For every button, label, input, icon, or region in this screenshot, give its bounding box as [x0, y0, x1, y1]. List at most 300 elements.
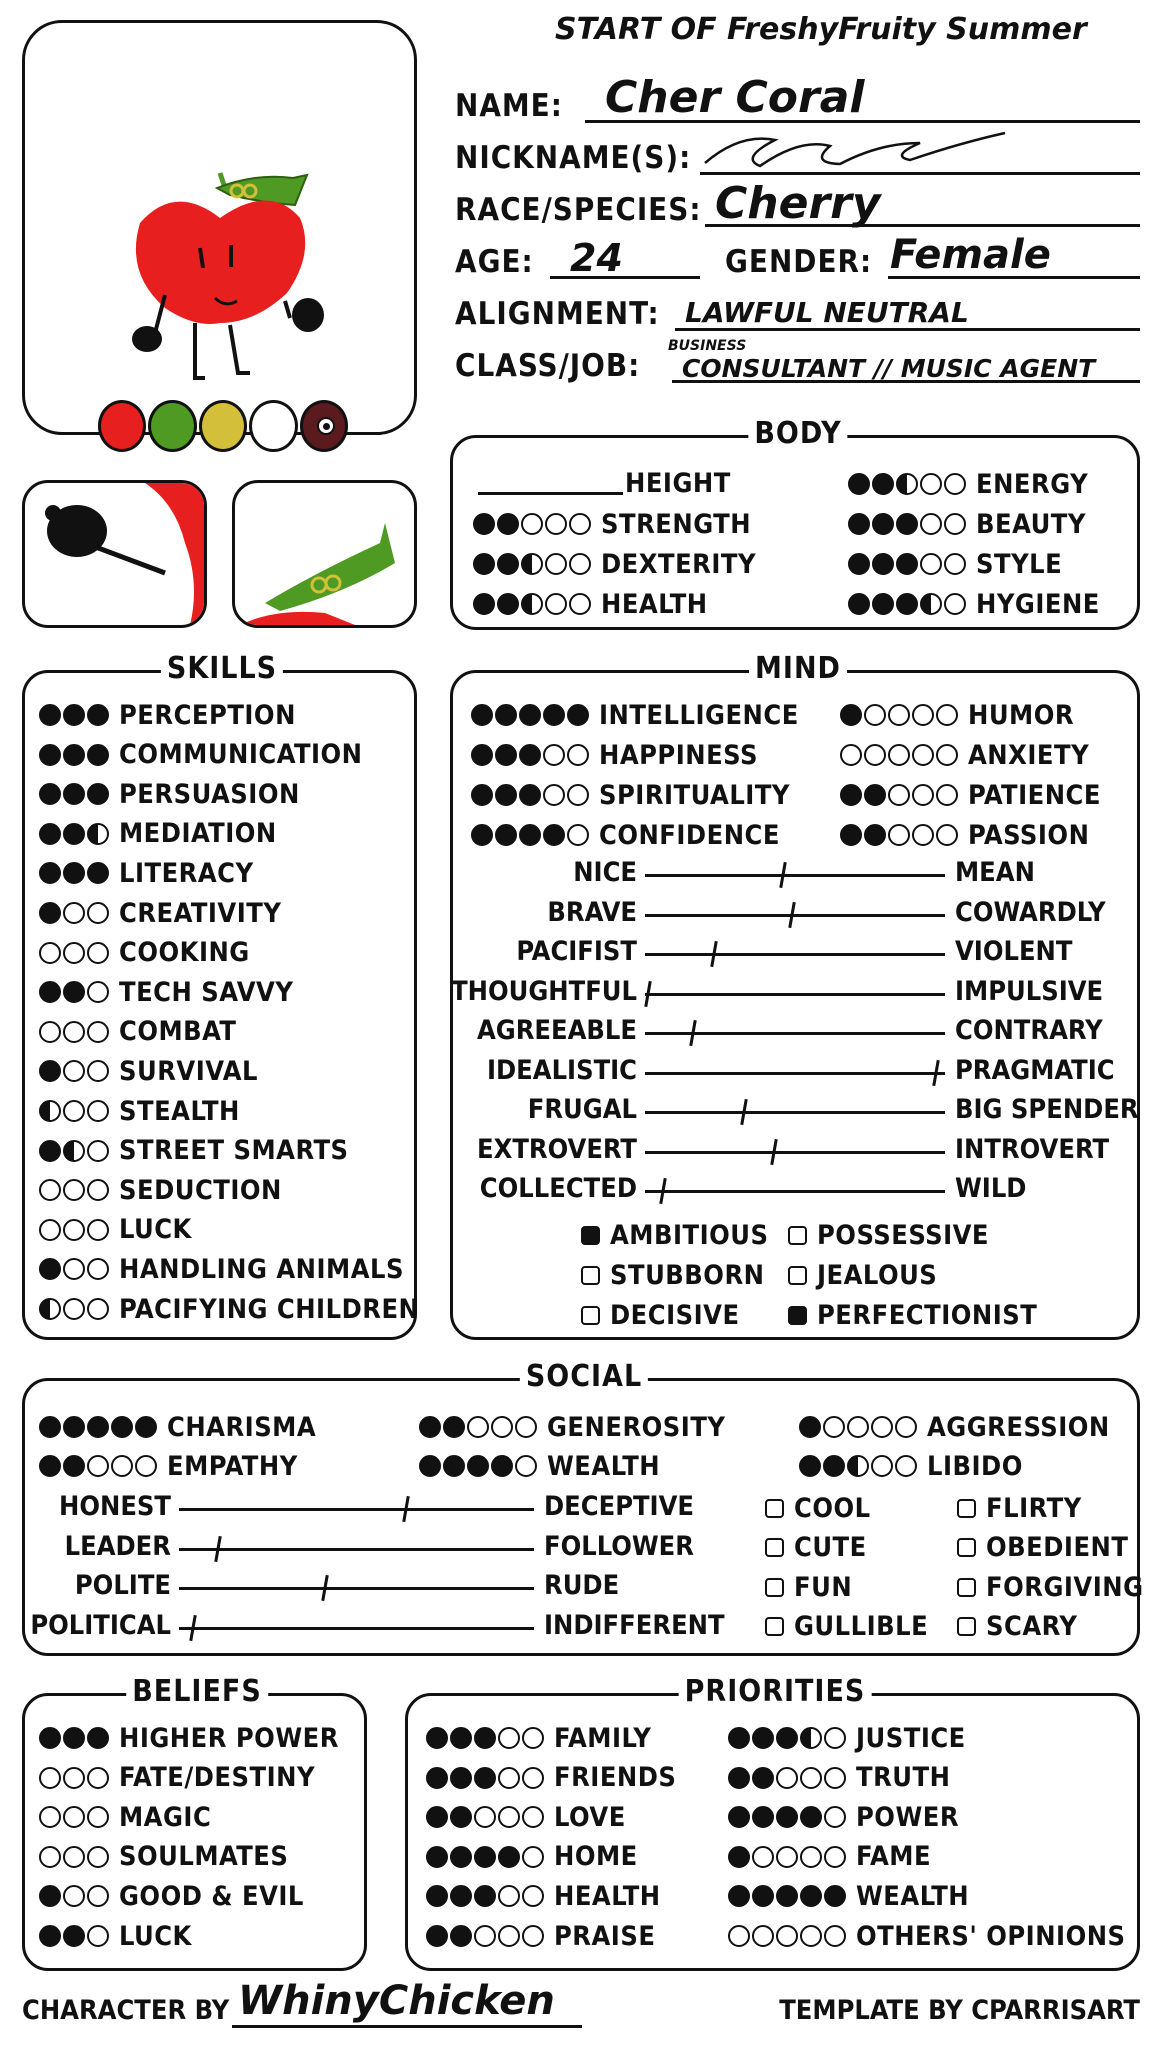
rating-label: GOOD & EVIL: [119, 1880, 304, 1912]
rating-dot: [450, 1767, 472, 1789]
rating-label: SOULMATES: [119, 1841, 289, 1873]
rating-label: PASSION: [968, 819, 1090, 851]
rating-dot: [752, 1767, 774, 1789]
rating-label: AGGRESSION: [927, 1411, 1110, 1443]
rating-dot: [895, 1416, 917, 1438]
rating-dot: [498, 1925, 520, 1947]
rating-row: [426, 1720, 651, 1756]
rating-dot: [823, 1455, 845, 1477]
rating-dot: [39, 1100, 61, 1122]
rating-dot: [63, 783, 85, 805]
slider-left-label: AGREEABLE: [476, 1015, 637, 1046]
rating-label: PERSUASION: [119, 778, 300, 810]
rating-dot: [419, 1416, 441, 1438]
rating-dot: [87, 1219, 109, 1241]
rating-row: [39, 1014, 236, 1050]
age-label: AGE:: [455, 244, 534, 280]
rating-dots: [426, 1727, 544, 1749]
slider-left-label: NICE: [573, 857, 637, 888]
rating-dot: [419, 1455, 441, 1477]
rating-dot: [824, 1846, 846, 1868]
rating-dot: [39, 1219, 61, 1241]
class-label: CLASS/JOB:: [455, 348, 641, 384]
rating-label: WEALTH: [547, 1450, 661, 1482]
checkbox-box[interactable]: [957, 1617, 976, 1636]
rating-row: [799, 1409, 1110, 1445]
rating-dots: [848, 553, 966, 575]
rating-dot: [39, 1179, 61, 1201]
slider-right-label: PRAGMATIC: [955, 1054, 1115, 1086]
trait-slider[interactable]: [74, 1570, 620, 1604]
slider-left-label: EXTROVERT: [477, 1133, 637, 1165]
trait-slider[interactable]: [547, 896, 1106, 931]
palette-swatch-green: [148, 400, 196, 452]
rating-row: [39, 776, 300, 812]
rating-dots: [419, 1416, 537, 1438]
rating-dot: [474, 1767, 496, 1789]
rating-label: DEXTERITY: [601, 548, 757, 580]
rating-row: [728, 1878, 969, 1914]
rating-dot: [888, 824, 910, 846]
rating-label: HAPPINESS: [599, 739, 758, 771]
trait-slider[interactable]: [479, 1173, 1027, 1207]
rating-dots: [848, 593, 966, 615]
checkbox-label: AMBITIOUS: [610, 1219, 769, 1251]
rating-label: FATE/DESTINY: [119, 1762, 316, 1794]
rating-row: [419, 1448, 660, 1484]
rating-row: [848, 466, 1088, 502]
rating-row: [39, 974, 293, 1010]
rating-dot: [847, 1455, 869, 1477]
rating-dot: [569, 593, 591, 615]
rating-dot: [426, 1885, 448, 1907]
rating-dot: [471, 744, 493, 766]
rating-dot: [776, 1885, 798, 1907]
slider-right-label: FOLLOWER: [544, 1530, 694, 1562]
detail-box-hand: [22, 480, 207, 628]
beliefs-title: BELIEFS: [126, 1674, 268, 1709]
slider-left-label: POLITE: [74, 1570, 171, 1601]
rating-row: [473, 546, 756, 582]
rating-dot: [944, 553, 966, 575]
rating-dot: [39, 1455, 61, 1477]
rating-dot: [519, 784, 541, 806]
rating-row: [728, 1799, 959, 1835]
rating-dot: [896, 593, 918, 615]
checkbox-box[interactable]: [765, 1617, 784, 1636]
rating-dot: [824, 1727, 846, 1749]
rating-row: [39, 1918, 192, 1954]
checkbox-box[interactable]: [581, 1226, 600, 1245]
rating-label: LOVE: [554, 1801, 626, 1833]
rating-dot: [39, 1416, 61, 1438]
trait-slider[interactable]: [527, 1094, 1139, 1128]
rating-dot: [521, 553, 543, 575]
rating-dots: [39, 1416, 157, 1438]
rating-row: [39, 1448, 298, 1484]
rating-dot: [569, 553, 591, 575]
rating-dot: [450, 1885, 472, 1907]
rating-dot: [840, 744, 862, 766]
slider-left-label: THOUGHTFUL: [451, 975, 637, 1007]
rating-dot: [63, 1767, 85, 1789]
rating-dot: [495, 744, 517, 766]
trait-checkbox[interactable]: [788, 1218, 989, 1252]
rating-dots: [39, 1021, 109, 1043]
rating-dot: [498, 1885, 520, 1907]
trait-checkbox[interactable]: [581, 1258, 765, 1292]
rating-dots: [426, 1767, 544, 1789]
rating-dot: [824, 1767, 846, 1789]
rating-row: [728, 1760, 950, 1796]
rating-dot: [87, 1179, 109, 1201]
rating-dot: [426, 1846, 448, 1868]
rating-dot: [824, 1806, 846, 1828]
rating-dot: [63, 1846, 85, 1868]
rating-dot: [87, 1727, 109, 1749]
rating-label: FRIENDS: [554, 1762, 677, 1794]
rating-label: MEDIATION: [119, 818, 277, 850]
rating-row: [471, 737, 758, 773]
slider-track: [645, 993, 945, 996]
rating-dots: [840, 704, 958, 726]
checkbox-label: SCARY: [986, 1611, 1078, 1642]
checkbox-label: POSSESSIVE: [817, 1219, 990, 1251]
rating-dot: [776, 1925, 798, 1947]
rating-dots: [39, 1885, 109, 1907]
trait-checkbox[interactable]: [957, 1610, 1077, 1644]
checkbox-box[interactable]: [957, 1578, 976, 1597]
rating-dots: [39, 1100, 109, 1122]
rating-label: HOME: [554, 1841, 638, 1873]
rating-dot: [776, 1767, 798, 1789]
rating-dot: [543, 824, 565, 846]
mind-section: [450, 651, 1140, 1340]
rating-label: TRUTH: [856, 1762, 951, 1794]
rating-label: COMMUNICATION: [119, 739, 363, 771]
priorities-section: [405, 1674, 1140, 1971]
rating-dot: [63, 862, 85, 884]
rating-row: [39, 697, 296, 733]
rating-dots: [728, 1885, 846, 1907]
rating-dot: [864, 824, 886, 846]
rating-row: [728, 1839, 931, 1875]
priorities-title: PRIORITIES: [679, 1674, 872, 1709]
rating-dot: [474, 1846, 496, 1868]
rating-dot: [872, 513, 894, 535]
rating-label: CREATIVITY: [119, 897, 282, 929]
trait-checkbox[interactable]: [765, 1610, 928, 1644]
rating-dot: [426, 1727, 448, 1749]
rating-dot: [864, 784, 886, 806]
template-credit: TEMPLATE BY CPARRISART: [779, 1995, 1140, 2026]
trait-slider[interactable]: [477, 1133, 1110, 1168]
slider-right-label: IMPULSIVE: [955, 975, 1104, 1007]
checkbox-label: JEALOUS: [817, 1259, 938, 1291]
rating-dot: [567, 704, 589, 726]
checkbox-box[interactable]: [581, 1266, 600, 1285]
rating-dot: [840, 824, 862, 846]
trait-slider[interactable]: [486, 1054, 1115, 1089]
rating-label: CONFIDENCE: [599, 819, 780, 851]
rating-dots: [39, 902, 109, 924]
trait-checkbox[interactable]: [581, 1218, 768, 1252]
checkbox-box[interactable]: [788, 1306, 807, 1325]
rating-dot: [473, 593, 495, 615]
rating-dots: [840, 784, 958, 806]
trait-checkbox[interactable]: [788, 1258, 937, 1292]
checkbox-box[interactable]: [957, 1538, 976, 1557]
rating-row: [728, 1720, 966, 1756]
slider-track: [645, 1111, 945, 1114]
alignment-value: LAWFUL NEUTRAL: [685, 296, 969, 329]
rating-dot: [471, 784, 493, 806]
rating-dot: [776, 1846, 798, 1868]
rating-dot: [471, 824, 493, 846]
rating-dots: [39, 1219, 109, 1241]
skills-title: SKILLS: [161, 651, 283, 686]
rating-dot: [63, 1219, 85, 1241]
rating-label: TECH SAVVY: [119, 976, 294, 1008]
rating-dot: [543, 744, 565, 766]
rating-row: [840, 777, 1101, 813]
rating-dot: [543, 784, 565, 806]
rating-row: [39, 1212, 192, 1248]
nickname-scribble: [700, 128, 1020, 173]
beliefs-section: [22, 1674, 367, 1971]
slider-right-label: RUDE: [544, 1570, 620, 1601]
trait-slider[interactable]: [59, 1491, 694, 1525]
rating-dot: [39, 823, 61, 845]
portrait-frame: [22, 20, 417, 435]
rating-label: MAGIC: [119, 1801, 212, 1833]
rating-label: FAME: [856, 1841, 932, 1873]
rating-dot: [450, 1846, 472, 1868]
trait-checkbox[interactable]: [957, 1570, 1144, 1604]
rating-label: GENEROSITY: [547, 1411, 726, 1443]
rating-dots: [39, 1140, 109, 1162]
rating-row: [471, 777, 790, 813]
rating-row: [39, 1093, 240, 1129]
rating-dot: [87, 1258, 109, 1280]
rating-dot: [87, 902, 109, 924]
rating-dot: [522, 1925, 544, 1947]
rating-dot: [515, 1455, 537, 1477]
rating-dots: [728, 1767, 846, 1789]
rating-dot: [728, 1846, 750, 1868]
rating-dot: [63, 1727, 85, 1749]
rating-dot: [498, 1806, 520, 1828]
rating-dots: [728, 1846, 846, 1868]
trait-checkbox[interactable]: [765, 1570, 852, 1604]
rating-dots: [39, 1060, 109, 1082]
trait-slider[interactable]: [573, 857, 1035, 891]
rating-row: [799, 1448, 1023, 1484]
slider-left-label: POLITICAL: [30, 1609, 171, 1641]
rating-dot: [63, 704, 85, 726]
rating-dot: [39, 1060, 61, 1082]
checkbox-box[interactable]: [788, 1266, 807, 1285]
rating-dot: [728, 1727, 750, 1749]
rating-dot: [728, 1767, 750, 1789]
checkbox-label: PERFECTIONIST: [817, 1299, 1038, 1331]
rating-row: [39, 1799, 211, 1835]
checkbox-box[interactable]: [765, 1538, 784, 1557]
trait-checkbox[interactable]: [765, 1531, 867, 1565]
rating-dot: [87, 744, 109, 766]
trait-checkbox[interactable]: [788, 1298, 1037, 1332]
slider-left-label: HONEST: [59, 1491, 171, 1522]
rating-dot: [920, 553, 942, 575]
rating-dot: [800, 1925, 822, 1947]
trait-slider[interactable]: [476, 1015, 1103, 1049]
rating-dot: [63, 1258, 85, 1280]
trait-slider[interactable]: [30, 1609, 725, 1644]
checkbox-label: FUN: [794, 1571, 853, 1603]
rating-dot: [87, 1021, 109, 1043]
mind-title: MIND: [749, 651, 847, 686]
rating-row: [39, 1053, 258, 1089]
rating-dots: [473, 593, 591, 615]
slider-track: [179, 1508, 534, 1511]
class-value-small: BUSINESS: [668, 338, 747, 354]
slider-right-label: WILD: [955, 1173, 1027, 1204]
rating-dot: [39, 1140, 61, 1162]
trait-checkbox[interactable]: [957, 1491, 1082, 1525]
rating-label: LUCK: [119, 1920, 192, 1952]
rating-dots: [799, 1455, 917, 1477]
rating-label: HEALTH: [601, 588, 708, 620]
slider-left-label: FRUGAL: [527, 1094, 637, 1125]
checkbox-box[interactable]: [581, 1306, 600, 1325]
rating-label: SEDUCTION: [119, 1174, 282, 1206]
rating-row: [426, 1839, 638, 1875]
rating-dot: [498, 1767, 520, 1789]
slider-track: [179, 1548, 534, 1551]
rating-row: [39, 1133, 349, 1169]
rating-dots: [840, 824, 958, 846]
rating-row: [426, 1878, 661, 1914]
rating-dots: [39, 1806, 109, 1828]
rating-label: OTHERS' OPINIONS: [856, 1920, 1126, 1952]
rating-dot: [426, 1925, 448, 1947]
rating-dot: [63, 1455, 85, 1477]
rating-dot: [936, 824, 958, 846]
rating-dot: [87, 1416, 109, 1438]
rating-row: [39, 1291, 419, 1327]
rating-dots: [426, 1846, 544, 1868]
rating-row: [473, 586, 708, 622]
rating-dot: [39, 862, 61, 884]
trait-checkbox[interactable]: [765, 1491, 871, 1525]
rating-label: SPIRITUALITY: [599, 779, 790, 811]
name-label: NAME:: [455, 88, 563, 124]
rating-dot: [519, 744, 541, 766]
rating-dot: [63, 902, 85, 924]
rating-dot: [944, 513, 966, 535]
rating-dot: [545, 553, 567, 575]
checkbox-label: STUBBORN: [610, 1259, 765, 1291]
rating-dot: [752, 1885, 774, 1907]
rating-dot: [567, 824, 589, 846]
slider-track: [645, 1032, 945, 1035]
rating-dot: [545, 593, 567, 615]
slider-right-label: COWARDLY: [955, 896, 1106, 928]
nickname-label: NICKNAME(S):: [455, 140, 692, 176]
rating-dot: [800, 1846, 822, 1868]
rating-dot: [87, 1100, 109, 1122]
checkbox-label: GULLIBLE: [794, 1611, 929, 1642]
rating-label: EMPATHY: [167, 1450, 298, 1482]
checkbox-box[interactable]: [788, 1226, 807, 1245]
rating-dot: [63, 744, 85, 766]
rating-label: PRAISE: [554, 1920, 656, 1952]
rating-dot: [443, 1455, 465, 1477]
checkbox-box[interactable]: [765, 1499, 784, 1518]
rating-row: [426, 1799, 626, 1835]
rating-dot: [87, 981, 109, 1003]
rating-label: HEALTH: [554, 1880, 661, 1912]
rating-row: [39, 855, 254, 891]
social-checkboxes: [765, 1491, 1144, 1651]
slider-right-label: INDIFFERENT: [544, 1609, 725, 1641]
alignment-label: ALIGNMENT:: [455, 296, 660, 332]
rating-dot: [474, 1806, 496, 1828]
rating-dot: [63, 942, 85, 964]
gender-label: GENDER:: [725, 244, 873, 280]
rating-dot: [426, 1806, 448, 1828]
checkbox-box[interactable]: [957, 1499, 976, 1518]
rating-dot: [450, 1727, 472, 1749]
rating-row: [39, 1409, 316, 1445]
rating-dot: [872, 593, 894, 615]
rating-dot: [871, 1455, 893, 1477]
rating-dot: [63, 1925, 85, 1947]
slider-track: [645, 1072, 945, 1075]
rating-dot: [63, 1060, 85, 1082]
slider-track: [179, 1587, 534, 1590]
rating-dot: [63, 1100, 85, 1122]
rating-dot: [87, 823, 109, 845]
rating-dot: [543, 704, 565, 726]
rating-dot: [491, 1416, 513, 1438]
rating-dot: [567, 784, 589, 806]
rating-dot: [39, 1806, 61, 1828]
rating-dot: [63, 1806, 85, 1828]
rating-label: HIGHER POWER: [119, 1722, 339, 1754]
social-title: SOCIAL: [520, 1359, 648, 1394]
trait-slider[interactable]: [64, 1530, 694, 1565]
rating-dots: [39, 823, 109, 845]
rating-row: [840, 697, 1074, 733]
rating-row: [426, 1760, 676, 1796]
trait-checkbox[interactable]: [581, 1298, 740, 1332]
rating-dot: [944, 593, 966, 615]
rating-dots: [39, 1727, 109, 1749]
trait-checkbox[interactable]: [957, 1531, 1128, 1565]
rating-dot: [936, 744, 958, 766]
social-section: [22, 1359, 1144, 1656]
rating-dot: [519, 824, 541, 846]
rating-dot: [39, 981, 61, 1003]
rating-dot: [495, 704, 517, 726]
rating-dots: [39, 942, 109, 964]
trait-slider[interactable]: [516, 936, 1073, 970]
rating-dots: [426, 1925, 544, 1947]
checkbox-box[interactable]: [765, 1578, 784, 1597]
trait-slider[interactable]: [451, 975, 1104, 1010]
rating-dot: [888, 784, 910, 806]
